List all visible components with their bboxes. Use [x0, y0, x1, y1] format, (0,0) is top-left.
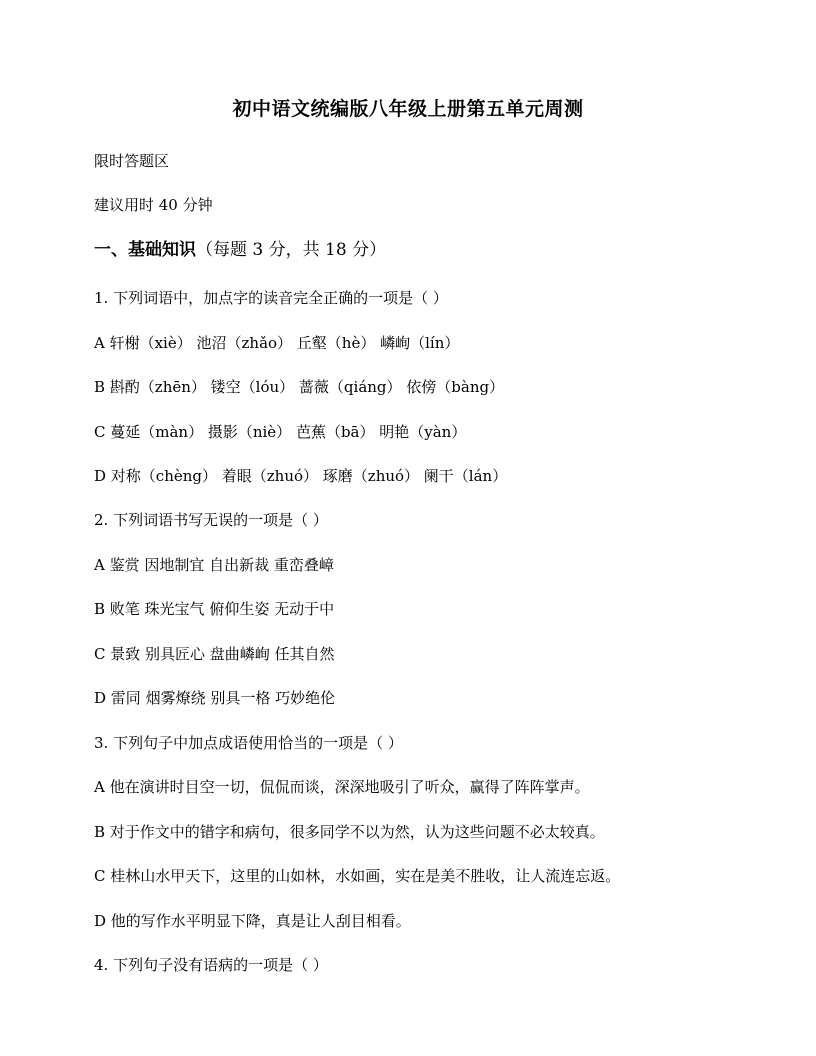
question-3-option-d: D 他的写作水平明显下降，真是让人刮目相看。 — [94, 912, 411, 930]
question-1-option-d: D 对称（chèng） 着眼（zhuó） 琢磨（zhuó） 阑干（lán） — [94, 467, 508, 485]
question-2-option-a: A 鉴赏 因地制宜 自出新裁 重峦叠嶂 — [94, 556, 334, 574]
section-score: （每题 3 分，共 18 分） — [196, 240, 387, 260]
question-1-option-b: B 斟酌（zhēn） 镂空（lóu） 蔷薇（qiáng） 依傍（bàng） — [94, 378, 505, 396]
question-1-option-a: A 轩榭（xiè） 池沼（zhǎo） 丘壑（hè） 嶙峋（lín） — [94, 334, 460, 352]
page-title: 初中语文统编版八年级上册第五单元周测 — [232, 98, 584, 120]
question-4-stem: 4. 下列句子没有语病的一项是（ ） — [94, 956, 328, 974]
question-1-option-c: C 蔓延（màn） 摄影（niè） 芭蕉（bā） 明艳（yàn） — [94, 423, 467, 441]
question-2-stem: 2. 下列词语书写无误的一项是（ ） — [94, 511, 328, 529]
section-title: 一、基础知识 — [94, 240, 196, 260]
time-limit-area-label: 限时答题区 — [94, 152, 170, 170]
question-3-option-b: B 对于作文中的错字和病句，很多同学不以为然，认为这些问题不必太较真。 — [94, 823, 605, 841]
question-3-option-c: C 桂林山水甲天下，这里的山如林，水如画，实在是美不胜收，让人流连忘返。 — [94, 867, 621, 885]
question-3-option-a: A 他在演讲时目空一切，侃侃而谈，深深地吸引了听众，赢得了阵阵掌声。 — [94, 778, 590, 796]
section-heading — [94, 237, 794, 263]
question-2-option-d: D 雷同 烟雾燎绕 别具一格 巧妙绝伦 — [94, 689, 336, 707]
question-2-option-c: C 景致 别具匠心 盘曲嶙峋 任其自然 — [94, 645, 335, 663]
question-2-option-b: B 败笔 珠光宝气 俯仰生姿 无动于中 — [94, 600, 335, 618]
suggested-time-label: 建议用时 40 分钟 — [94, 196, 213, 214]
question-1-stem: 1. 下列词语中，加点字的读音完全正确的一项是（ ） — [94, 289, 448, 307]
question-3-stem: 3. 下列句子中加点成语使用恰当的一项是（ ） — [94, 734, 403, 752]
